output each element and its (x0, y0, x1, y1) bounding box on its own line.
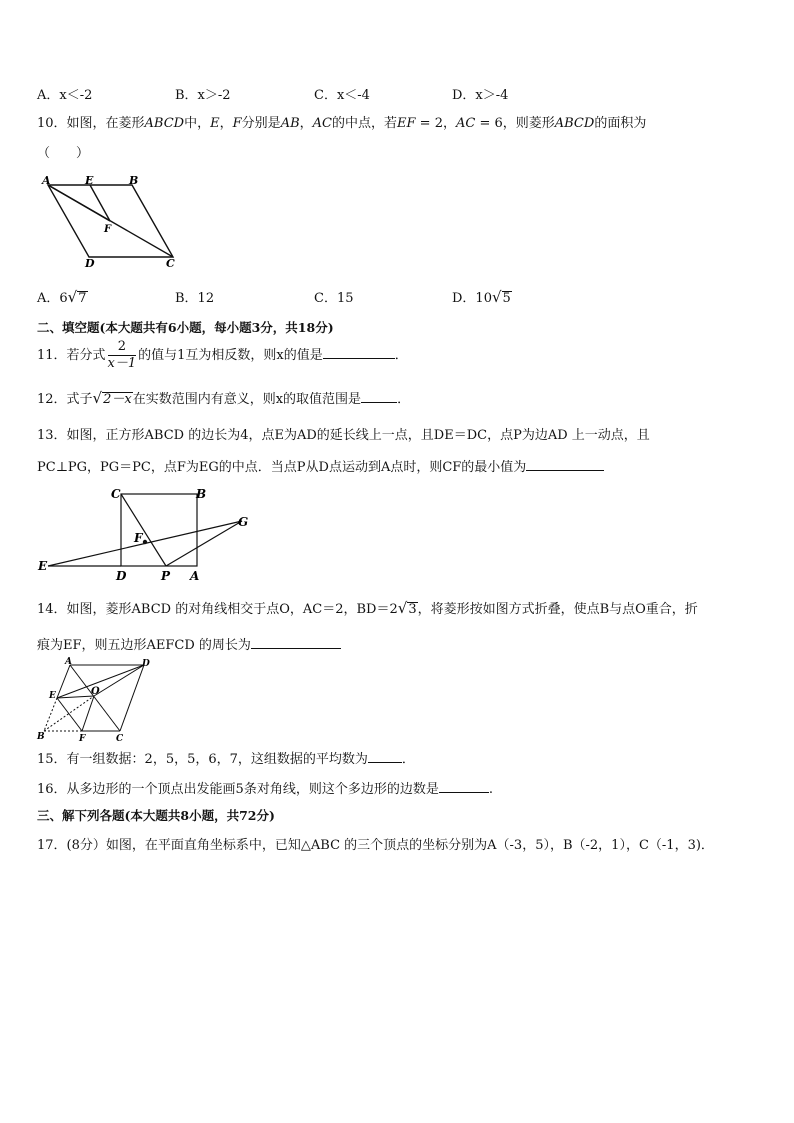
q13-point-f (143, 540, 147, 544)
q14-line-2: 痕为EF，则五边形AEFCD 的周长为 (37, 636, 341, 654)
q13-square-figure (36, 486, 256, 582)
q10-label-e: E (85, 174, 94, 187)
q13-label-g: G (238, 515, 249, 529)
q10-label-a: A (42, 174, 51, 187)
q13-segment-cp (121, 494, 166, 566)
q9-option-b: B．x＞-2 (175, 88, 231, 103)
q10-rhombus-figure (40, 172, 185, 270)
section-3-heading: 三、解下列各题(本大题共8小题，共72分) (37, 808, 275, 823)
q14-diagonal-ac (70, 665, 120, 731)
q11-answer-blank (323, 346, 395, 359)
q14-label-e: E (49, 691, 56, 701)
q13-label-c: C (111, 487, 121, 501)
q10-option-b: B．12 (175, 291, 215, 306)
q13-answer-blank (526, 458, 604, 471)
q10-stem: 10．如图，在菱形ABCD中，E，F分别是AB，AC的中点，若EF = 2，AC = 6，则菱形ABCD的面积为 (37, 116, 647, 131)
q13-label-a: A (190, 569, 200, 582)
q14-label-f: F (79, 734, 86, 742)
q17-stem: 17．(8分）如图，在平面直角坐标系中，已知△ABC 的三个顶点的坐标分别为A（-3，5），B（-2，1），C（-1，3)． (37, 838, 714, 853)
q14-label-b: B (37, 732, 45, 742)
q12-answer-blank (361, 390, 397, 403)
q13-label-p: P (161, 569, 171, 582)
q14-answer-blank (251, 636, 341, 649)
q13-label-b: B (196, 487, 207, 501)
q9-option-c: C．x＜-4 (314, 88, 370, 103)
q10-option-a: A．6√7 (37, 288, 87, 306)
q13-segment-pg (166, 521, 242, 566)
q15-stem: 15．有一组数据：2，5，5，6，7，这组数据的平均数为 ． (37, 752, 415, 767)
q10-label-c: C (166, 257, 175, 270)
q16-answer-blank (439, 780, 489, 793)
q12-stem: 12．式子√2－x在实数范围内有意义，则x的取值范围是 ． (37, 389, 411, 407)
q11-fraction: $\frac{2}{x-1}$ (107, 339, 137, 371)
q14-rhombus-figure (36, 656, 160, 742)
q9-option-a: A．x＜-2 (37, 88, 93, 103)
q14-line-1: 14．如图，菱形ABCD 的对角线相交于点O，AC＝2，BD＝2√3，将菱形按如图方式折叠，使点B与点O重合，折 (37, 599, 698, 617)
q14-label-d: D (142, 659, 150, 669)
q15-answer-blank (368, 750, 402, 763)
q13-label-e: E (38, 559, 48, 573)
q11-stem: 11．若分式 $\frac{2}{x-1}$ 的值与1互为相反数，则x的值是 ． (37, 339, 408, 371)
q14-label-a: A (65, 657, 72, 667)
q13-line-1: 13．如图，正方形ABCD 的边长为4，点E为AD的延长线上一点，且DE＝DC，点P为边AD 上一动点，且 (37, 428, 650, 443)
q10-option-d: D．10√5 (452, 288, 511, 306)
q10-label-b: B (129, 174, 139, 187)
q10-option-c: C．15 (314, 291, 354, 306)
q13-label-f: F (134, 531, 143, 545)
q13-label-d: D (116, 569, 127, 582)
q13-line-2: PC⊥PG，PG＝PC，点F为EG的中点．当点P从D点运动到A点时，则CF的最小值为 (37, 458, 604, 476)
q9-option-d: D．x＞-4 (452, 88, 509, 103)
q14-label-o: O (91, 686, 100, 697)
q14-fold-ef (57, 698, 82, 731)
q10-label-f: F (104, 224, 112, 235)
q10-label-d: D (85, 257, 95, 270)
q16-stem: 16．从多边形的一个顶点出发能画5条对角线，则这个多边形的边数是 . (37, 782, 493, 797)
q14-label-c: C (116, 734, 124, 742)
q10-answer-paren: （ ） (37, 146, 90, 161)
section-2-heading: 二、填空题(本大题共有6小题，每小题3分，共18分) (37, 320, 334, 335)
